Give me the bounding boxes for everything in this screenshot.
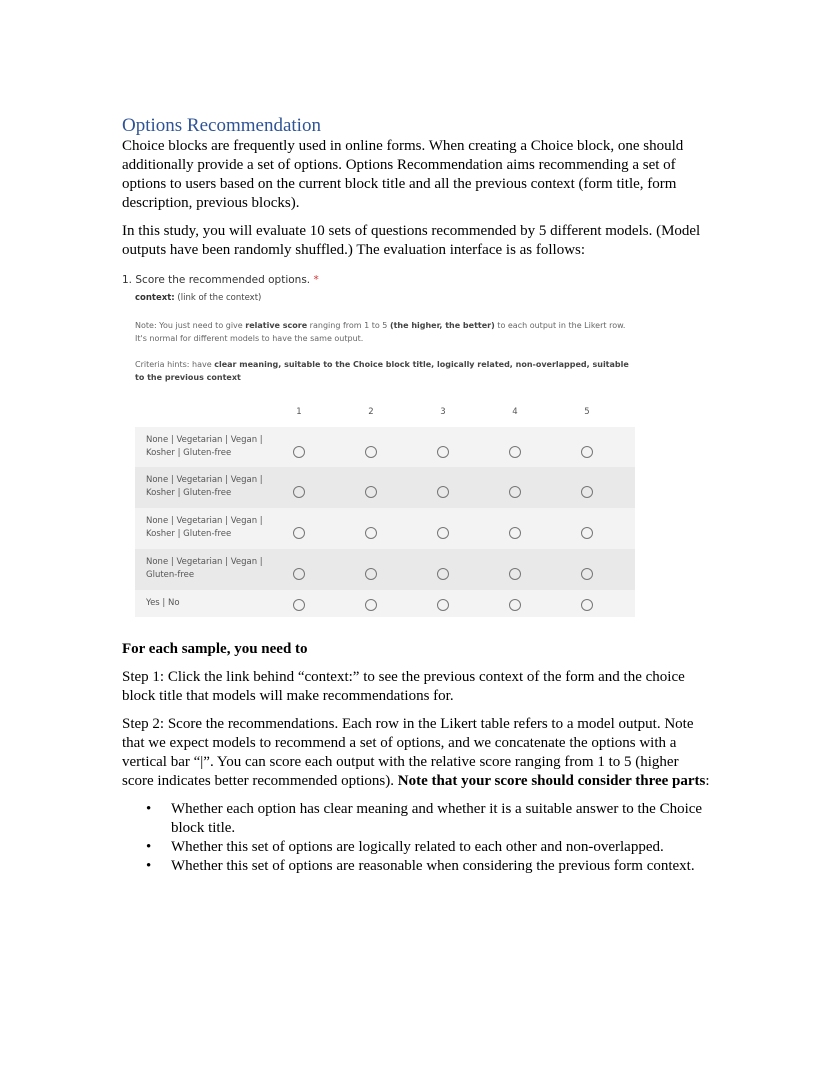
- section-heading: Options Recommendation: [122, 115, 321, 136]
- criteria-list-item: [122, 838, 712, 857]
- context-label: context:: [135, 293, 175, 303]
- likert-row: [135, 590, 635, 617]
- scale-label: 3: [440, 407, 446, 417]
- criteria-prefix: Criteria hints: have: [135, 360, 215, 369]
- scale-label: 5: [584, 407, 590, 417]
- evaluation-interface-figure: [122, 271, 636, 621]
- bullet-text: Whether this set of options are logically related to each other and non-overlapped.: [171, 839, 664, 855]
- score-radio-2[interactable]: [365, 568, 377, 580]
- score-radio-2[interactable]: [365, 527, 377, 539]
- note-mid: ranging from 1 to 5: [307, 321, 390, 330]
- model-output-label: None | Vegetarian | Vegan | Kosher | Gluten-free: [146, 475, 263, 498]
- note-bold-relative: relative score: [245, 321, 308, 330]
- study-paragraph: In this study, you will evaluate 10 sets of questions recommended by 5 different models. (Model outputs have been randomly shuffled.) The evaluation interface is as follows:: [122, 223, 701, 258]
- instructions: [122, 640, 712, 876]
- score-radio-5[interactable]: [581, 527, 593, 539]
- score-radio-5[interactable]: [581, 486, 593, 498]
- note-prefix: Note: You just need to give: [135, 321, 246, 330]
- score-radio-5[interactable]: [581, 599, 593, 611]
- question-number: 1.: [122, 274, 133, 286]
- score-radio-1[interactable]: [293, 486, 305, 498]
- score-radio-5[interactable]: [581, 446, 593, 458]
- model-output-label: None | Vegetarian | Vegan | Kosher | Gluten-free: [146, 516, 263, 539]
- criteria-hints: [135, 358, 635, 384]
- score-radio-4[interactable]: [509, 527, 521, 539]
- required-mark: *: [313, 274, 319, 286]
- score-radio-3[interactable]: [437, 568, 449, 580]
- context-link[interactable]: (link of the context): [177, 293, 262, 303]
- criteria-list-item: [122, 857, 712, 876]
- score-radio-5[interactable]: [581, 568, 593, 580]
- note-bold-higher: (the higher, the better): [389, 321, 495, 330]
- score-radio-3[interactable]: [437, 599, 449, 611]
- model-output-label: None | Vegetarian | Vegan | Kosher | Gluten-free: [146, 435, 263, 458]
- score-radio-1[interactable]: [293, 446, 305, 458]
- step-1: Step 1: Click the link behind “context:” to see the previous context of the form and the choice block title that models will make recommendations for.: [122, 669, 685, 704]
- context-line: [135, 293, 261, 303]
- score-radio-3[interactable]: [437, 446, 449, 458]
- question-title: [122, 274, 319, 286]
- bullet-text: Whether each option has clear meaning and whether it is a suitable answer to the Choice block title.: [171, 801, 703, 836]
- scale-label: 4: [512, 407, 518, 417]
- score-radio-4[interactable]: [509, 568, 521, 580]
- note-suffix: to each output in the Likert row. It's normal for different models to have the same output.: [135, 321, 626, 343]
- criteria-bold: clear meaning, suitable to the Choice block title, logically related, non-overlapped, suitable to the previous context: [135, 360, 629, 382]
- score-radio-1[interactable]: [293, 527, 305, 539]
- bullet-icon: •: [146, 858, 152, 874]
- criteria-list: [122, 800, 712, 876]
- score-radio-2[interactable]: [365, 486, 377, 498]
- note-text: [135, 319, 635, 345]
- bullet-text: Whether this set of options are reasonable when considering the previous form context.: [171, 858, 695, 874]
- likert-row: [135, 467, 635, 508]
- score-radio-3[interactable]: [437, 486, 449, 498]
- score-radio-1[interactable]: [293, 599, 305, 611]
- score-radio-4[interactable]: [509, 486, 521, 498]
- criteria-list-item: [122, 800, 712, 838]
- step-2: [122, 715, 712, 791]
- model-output-label: Yes | No: [146, 598, 180, 608]
- score-radio-4[interactable]: [509, 599, 521, 611]
- steps-heading-text: For each sample, you need to: [122, 641, 308, 657]
- score-radio-4[interactable]: [509, 446, 521, 458]
- bullet-icon: •: [146, 801, 152, 817]
- likert-row: [135, 508, 635, 549]
- step-2-colon: :: [705, 773, 710, 789]
- question-text: Score the recommended options.: [135, 274, 311, 286]
- score-radio-2[interactable]: [365, 446, 377, 458]
- bullet-icon: •: [146, 839, 152, 855]
- score-radio-1[interactable]: [293, 568, 305, 580]
- score-radio-2[interactable]: [365, 599, 377, 611]
- scale-label: 2: [368, 407, 374, 417]
- model-output-label: None | Vegetarian | Vegan | Gluten-free: [146, 557, 263, 580]
- document-body: [122, 115, 712, 269]
- intro-paragraph: Choice blocks are frequently used in online forms. When creating a Choice block, one should additionally provide a set of options. Options Recommendation aims recommending a set of options to users based on the current block title and all the previous context (form title, form description, previous blocks).: [122, 138, 684, 211]
- score-radio-3[interactable]: [437, 527, 449, 539]
- likert-row: [135, 549, 635, 590]
- likert-row: [135, 427, 635, 467]
- steps-heading: [122, 640, 712, 659]
- scale-label: 1: [296, 407, 302, 417]
- step-2-text: Step 2: Score the recommendations. Each row in the Likert table refers to a model output. Note that we expect models to recommend a set of options, and we concatenate the options with a vertical bar “|”. You can score each output with the relative score ranging from 1 to 5 (higher score indicates better recommended options).: [122, 716, 694, 789]
- step-2-bold: Note that your score should consider three parts: [397, 773, 706, 789]
